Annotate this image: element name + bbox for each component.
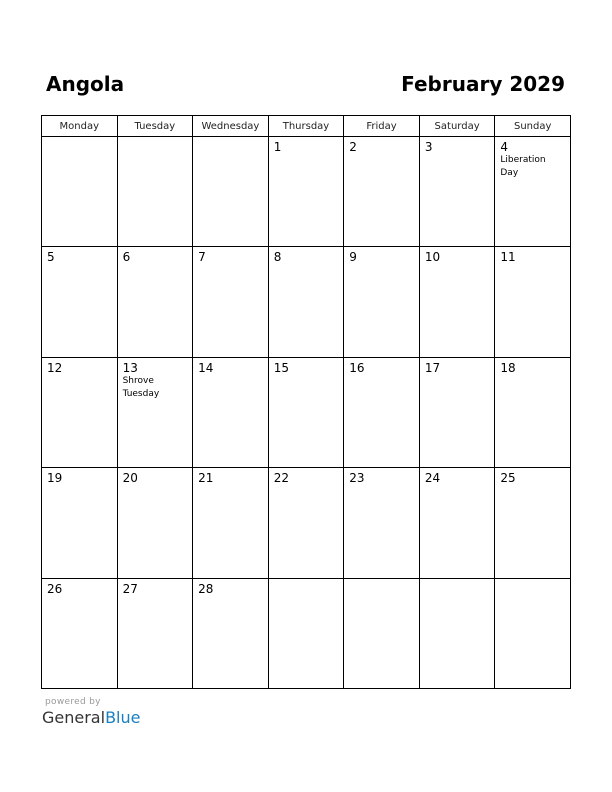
day-cell — [117, 247, 193, 357]
powered-by-text: powered by — [45, 697, 101, 707]
day-number: 4 — [500, 140, 509, 154]
day-number: 5 — [47, 250, 55, 265]
day-cell — [268, 357, 344, 467]
day-cell — [117, 468, 193, 578]
day-cell — [344, 468, 420, 578]
weekday-header: Tuesday — [117, 116, 193, 137]
weekday-header: Friday — [344, 116, 420, 137]
day-number: 25 — [500, 471, 516, 486]
day-cell — [42, 247, 118, 357]
week-row — [42, 137, 571, 247]
day-cell — [344, 357, 420, 467]
month-year-title: February 2029 — [401, 72, 565, 96]
day-cell — [344, 578, 420, 688]
day-cell — [495, 578, 571, 688]
weekday-header: Wednesday — [193, 116, 269, 137]
week-row — [42, 247, 571, 357]
day-number: 17 — [424, 360, 441, 375]
day-cell — [495, 247, 571, 357]
day-number: 8 — [273, 250, 282, 265]
day-cell — [495, 357, 571, 467]
weekday-header: Saturday — [419, 116, 495, 137]
day-number: 11 — [500, 250, 516, 265]
day-number: 6 — [122, 250, 131, 265]
day-number — [495, 579, 570, 582]
brand-blue-text: Blue — [105, 708, 141, 727]
day-number — [193, 137, 268, 140]
day-cell — [193, 578, 269, 688]
weekday-header: Monday — [42, 116, 118, 137]
brand-general-text: General — [42, 708, 106, 727]
weekday-header-row — [42, 116, 571, 137]
day-number: 19 — [47, 471, 63, 486]
day-number: 16 — [349, 360, 365, 375]
day-cell — [268, 468, 344, 578]
generalblue-logo — [42, 708, 140, 728]
day-cell — [193, 247, 269, 357]
day-cell — [344, 247, 420, 357]
day-number: 22 — [273, 471, 289, 486]
week-row — [42, 468, 571, 578]
day-number — [118, 137, 193, 140]
holiday-label: Shrove Tuesday — [122, 375, 160, 399]
week-row — [42, 357, 571, 467]
day-number: 7 — [198, 250, 206, 265]
day-cell — [495, 137, 571, 247]
country-title: Angola — [46, 72, 125, 96]
day-number: 26 — [47, 581, 63, 596]
day-number — [420, 579, 495, 582]
day-cell — [268, 578, 344, 688]
day-number: 20 — [122, 471, 138, 486]
calendar-grid — [41, 115, 571, 689]
day-number: 13 — [122, 360, 138, 375]
day-cell — [42, 357, 118, 467]
day-number: 3 — [424, 140, 433, 154]
day-number: 28 — [198, 581, 214, 596]
day-number: 18 — [500, 360, 516, 375]
day-number: 10 — [424, 250, 441, 265]
weekday-header: Thursday — [268, 116, 344, 137]
weekday-header: Sunday — [495, 116, 571, 137]
day-cell — [344, 137, 420, 247]
day-cell — [117, 578, 193, 688]
day-number: 15 — [273, 360, 289, 375]
day-cell — [419, 247, 495, 357]
day-number: 1 — [273, 140, 282, 154]
day-cell — [268, 137, 344, 247]
day-cell — [42, 137, 118, 247]
day-cell — [193, 468, 269, 578]
day-cell — [117, 137, 193, 247]
day-number: 9 — [349, 250, 357, 265]
day-cell — [117, 357, 193, 467]
holiday-label: Liberation Day — [500, 155, 546, 178]
day-number — [269, 579, 344, 582]
day-number: 12 — [47, 360, 63, 375]
day-cell — [495, 468, 571, 578]
day-number: 27 — [122, 581, 138, 596]
day-cell — [419, 578, 495, 688]
day-cell — [193, 137, 269, 247]
day-number — [42, 137, 117, 140]
day-number: 23 — [349, 471, 365, 486]
day-cell — [42, 578, 118, 688]
day-cell — [419, 357, 495, 467]
day-number: 2 — [349, 140, 357, 154]
day-number — [344, 579, 419, 582]
day-number: 14 — [198, 360, 214, 375]
day-cell — [419, 468, 495, 578]
day-cell — [419, 137, 495, 247]
day-cell — [268, 247, 344, 357]
week-row — [42, 578, 571, 688]
day-cell — [193, 357, 269, 467]
day-number: 24 — [424, 471, 441, 486]
day-cell — [42, 468, 118, 578]
day-number: 21 — [198, 471, 214, 486]
